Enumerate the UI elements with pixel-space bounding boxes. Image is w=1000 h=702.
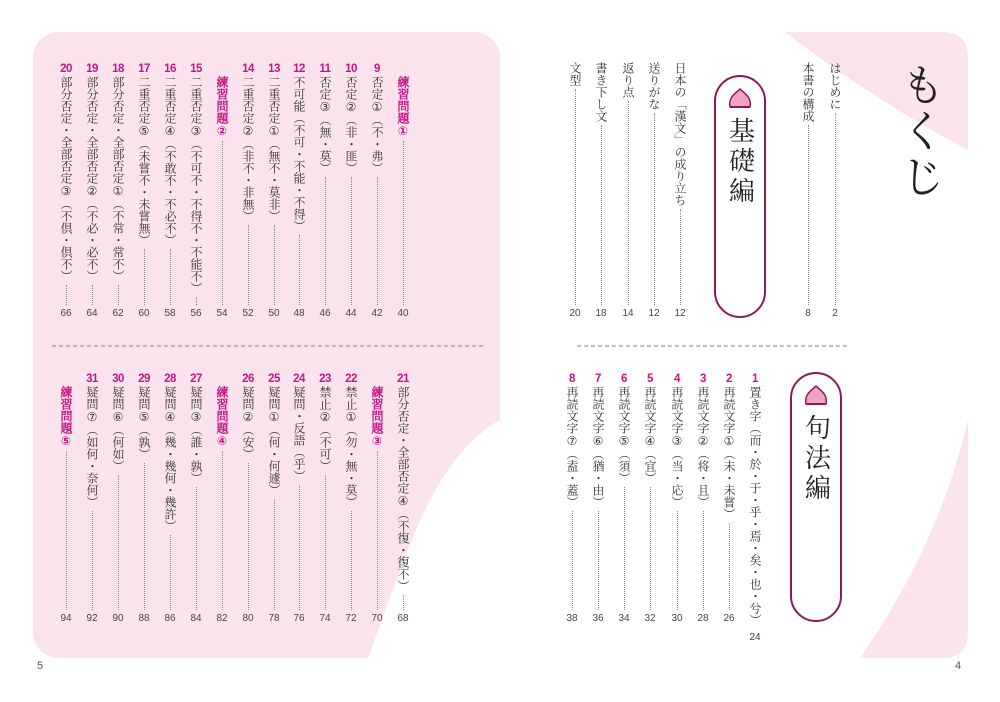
toc-entry[interactable] bbox=[616, 62, 640, 320]
toc-entry-title: 日本の「漢文」の成り立ち bbox=[673, 62, 687, 206]
dotted-leader bbox=[66, 285, 67, 305]
toc-entry-number: 19 bbox=[86, 63, 98, 75]
dotted-leader bbox=[274, 499, 275, 610]
toc-entry-number: 27 bbox=[190, 373, 202, 385]
toc-entry-page: 80 bbox=[242, 613, 254, 624]
dotted-leader bbox=[196, 297, 197, 305]
toc-entry-title: 再読文字⑦（盍・蓋） bbox=[565, 386, 579, 508]
page-title: もくじ bbox=[893, 62, 944, 200]
toc-entry[interactable] bbox=[589, 62, 613, 320]
toc-entry-title: 二重否定⑤（未嘗不・未嘗無） bbox=[137, 76, 151, 246]
toc-entry-page: 74 bbox=[319, 613, 331, 624]
toc-entry-number: 18 bbox=[112, 63, 124, 75]
toc-entry-page: 30 bbox=[671, 613, 683, 624]
toc-entry[interactable] bbox=[80, 62, 104, 320]
dotted-leader bbox=[248, 225, 249, 305]
toc-entry-page: 88 bbox=[138, 613, 150, 624]
toc-entry[interactable] bbox=[796, 62, 820, 320]
toc-entry[interactable] bbox=[132, 372, 156, 625]
dotted-leader bbox=[222, 451, 223, 610]
toc-entry-page: 12 bbox=[648, 308, 660, 319]
toc-entry[interactable] bbox=[391, 372, 415, 625]
toc-entry[interactable] bbox=[106, 62, 130, 320]
toc-entry-title: 返り点 bbox=[621, 62, 635, 98]
toc-entry-number: 24 bbox=[293, 373, 305, 385]
toc-entry-page: 38 bbox=[566, 613, 578, 624]
toc-entry[interactable] bbox=[691, 372, 715, 625]
toc-entry-title: 二重否定②（非不・非無） bbox=[241, 76, 255, 222]
toc-entry[interactable] bbox=[365, 62, 389, 320]
toc-entry[interactable] bbox=[210, 62, 234, 320]
toc-entry-page: 12 bbox=[674, 308, 686, 319]
dotted-leader bbox=[92, 511, 93, 610]
toc-entry-title: 疑問①（何・何遽） bbox=[267, 386, 281, 496]
toc-entry-title: 再読文字①（未・未嘗） bbox=[722, 386, 736, 520]
toc-entry-title: 二重否定③（不可不・不得不・不能不） bbox=[189, 76, 203, 294]
toc-entry-page: 62 bbox=[112, 308, 124, 319]
toc-entry-title: 書き下し文 bbox=[594, 62, 608, 122]
toc-entry-page: 8 bbox=[805, 308, 811, 319]
toc-entry-title: 禁止②（不可） bbox=[318, 386, 332, 472]
toc-entry-title: 否定②（非・匪） bbox=[344, 76, 358, 174]
toc-entry[interactable] bbox=[262, 372, 286, 625]
toc-entry-page: 56 bbox=[190, 308, 202, 319]
toc-entry-number: 10 bbox=[345, 63, 357, 75]
toc-entry[interactable] bbox=[642, 62, 666, 320]
toc-entry-title: 二重否定④（不敢不・不必不） bbox=[163, 76, 177, 246]
toc-entry-number: 31 bbox=[86, 373, 98, 385]
toc-entry-title: 疑問⑦（如何・奈何） bbox=[85, 386, 99, 508]
toc-entry-title: 二重否定①（無不・莫非） bbox=[267, 76, 281, 222]
toc-entry[interactable] bbox=[54, 372, 78, 625]
toc-entry-page: 20 bbox=[569, 308, 581, 319]
toc-entry[interactable] bbox=[54, 62, 78, 320]
right-page-number: 4 bbox=[955, 660, 962, 672]
toc-entry-title: 再読文字②（将・且） bbox=[696, 386, 710, 508]
toc-entry-page: 18 bbox=[595, 308, 607, 319]
toc-entry-title: 疑問②（安） bbox=[241, 386, 255, 460]
dotted-leader bbox=[274, 225, 275, 305]
toc-entry-title: 再読文字⑤（須） bbox=[617, 386, 631, 484]
toc-entry[interactable] bbox=[823, 62, 847, 320]
toc-entry-page: 84 bbox=[190, 613, 202, 624]
toc-entry-exercise-title: 練習問題② bbox=[215, 76, 229, 138]
toc-entry-title: 本書の構成 bbox=[801, 62, 815, 122]
toc-entry-number: 11 bbox=[319, 63, 331, 75]
dotted-leader bbox=[598, 511, 599, 610]
section-badge-kuho bbox=[790, 372, 842, 622]
toc-entry-title: 疑問・反語（乎） bbox=[292, 386, 306, 482]
toc-entry-number: 25 bbox=[268, 373, 280, 385]
toc-entry[interactable] bbox=[287, 372, 311, 625]
section-badge-kiso bbox=[714, 75, 766, 318]
dotted-leader bbox=[170, 535, 171, 610]
dotted-leader bbox=[680, 209, 681, 305]
section-label: 句法編 bbox=[800, 414, 831, 504]
toc-entry-page: 90 bbox=[112, 613, 124, 624]
toc-entry-number: 4 bbox=[674, 373, 680, 385]
toc-entry-page: 24 bbox=[749, 632, 761, 643]
dotted-leader bbox=[624, 487, 625, 610]
dotted-leader bbox=[403, 141, 404, 305]
toc-entry-page: 92 bbox=[86, 613, 98, 624]
toc-entry-page: 40 bbox=[397, 308, 409, 319]
dotted-leader bbox=[351, 177, 352, 305]
toc-entry-page: 64 bbox=[86, 308, 98, 319]
toc-entry[interactable] bbox=[262, 62, 286, 320]
toc-entry[interactable] bbox=[563, 62, 587, 320]
toc-entry-title: 疑問⑤（孰） bbox=[137, 386, 151, 460]
toc-entry-title: 否定③（無・莫） bbox=[318, 76, 332, 174]
toc-entry-page: 70 bbox=[371, 613, 383, 624]
dotted-leader bbox=[66, 451, 67, 610]
dotted-leader bbox=[377, 177, 378, 305]
toc-entry[interactable] bbox=[313, 62, 337, 320]
toc-entry-number: 22 bbox=[345, 373, 357, 385]
toc-entry[interactable] bbox=[339, 372, 363, 625]
toc-entry-exercise-title: 練習問題⑤ bbox=[59, 386, 73, 448]
toc-entry-title: 疑問③（誰・孰） bbox=[189, 386, 203, 484]
toc-entry-number: 29 bbox=[138, 373, 150, 385]
toc-entry[interactable] bbox=[236, 62, 260, 320]
toc-entry-title: 疑問④（幾・幾何・幾許） bbox=[163, 386, 177, 532]
toc-entry-number: 28 bbox=[164, 373, 176, 385]
toc-entry-number: 9 bbox=[374, 63, 380, 75]
toc-entry-page: 36 bbox=[592, 613, 604, 624]
toc-entry-page: 46 bbox=[319, 308, 331, 319]
toc-entry[interactable] bbox=[106, 372, 130, 625]
toc-entry-title: 再読文字④（宜） bbox=[643, 386, 657, 484]
toc-entry-number: 13 bbox=[268, 63, 280, 75]
toc-entry-number: 12 bbox=[293, 63, 305, 75]
toc-entry-number: 14 bbox=[242, 63, 254, 75]
toc-entry-number: 1 bbox=[752, 373, 758, 385]
right-bottom-pink-shape bbox=[860, 420, 968, 658]
dotted-leader bbox=[299, 485, 300, 610]
toc-entry-title: 置き字（而・於・于・乎・焉・矣・也・兮） bbox=[748, 386, 762, 626]
toc-entry-page: 78 bbox=[268, 613, 280, 624]
toc-entry-page: 26 bbox=[723, 613, 735, 624]
toc-entry[interactable] bbox=[638, 372, 662, 625]
toc-entry[interactable] bbox=[80, 372, 104, 625]
toc-entry[interactable] bbox=[158, 372, 182, 625]
left-page-number: 5 bbox=[37, 660, 44, 672]
toc-entry-number: 20 bbox=[60, 63, 72, 75]
toc-entry[interactable] bbox=[132, 62, 156, 320]
dotted-leader bbox=[118, 475, 119, 610]
toc-entry[interactable] bbox=[313, 372, 337, 625]
dotted-leader bbox=[144, 249, 145, 305]
toc-entry-page: 14 bbox=[622, 308, 634, 319]
dotted-leader bbox=[248, 463, 249, 610]
toc-entry[interactable] bbox=[184, 62, 208, 320]
dotted-leader bbox=[222, 141, 223, 305]
dotted-leader bbox=[325, 475, 326, 610]
toc-entry-title: 文型 bbox=[568, 62, 582, 86]
dotted-leader bbox=[92, 285, 93, 305]
toc-entry-page: 50 bbox=[268, 308, 280, 319]
toc-entry[interactable] bbox=[665, 372, 689, 625]
toc-entry-title: 疑問⑥（何如） bbox=[111, 386, 125, 472]
toc-entry-title: 部分否定・全部否定①（不常・常不） bbox=[111, 76, 125, 282]
dotted-leader bbox=[196, 487, 197, 610]
toc-entry[interactable] bbox=[586, 372, 610, 625]
toc-entry[interactable] bbox=[560, 372, 584, 625]
toc-entry-exercise-title: 練習問題③ bbox=[370, 386, 384, 448]
dotted-leader bbox=[729, 523, 730, 610]
toc-entry-number: 7 bbox=[595, 373, 601, 385]
toc-entry-number: 15 bbox=[190, 63, 202, 75]
toc-entry-page: 94 bbox=[60, 613, 72, 624]
dotted-leader bbox=[144, 463, 145, 610]
toc-entry-number: 8 bbox=[569, 373, 575, 385]
toc-entry-number: 23 bbox=[319, 373, 331, 385]
toc-entry-title: 不可能（不可・不能・不得） bbox=[292, 76, 306, 232]
toc-entry[interactable] bbox=[743, 372, 767, 643]
toc-entry-number: 26 bbox=[242, 373, 254, 385]
dotted-leader bbox=[650, 487, 651, 610]
toc-entry-title: 否定①（不・弗） bbox=[370, 76, 384, 174]
toc-entry[interactable] bbox=[236, 372, 260, 625]
toc-entry[interactable] bbox=[158, 62, 182, 320]
toc-entry-title: 部分否定・全部否定④（不復・復不） bbox=[396, 386, 410, 592]
toc-entry-page: 58 bbox=[164, 308, 176, 319]
toc-entry-number: 16 bbox=[164, 63, 176, 75]
toc-entry-title: 再読文字③（当・応） bbox=[670, 386, 684, 508]
toc-entry-number: 2 bbox=[726, 373, 732, 385]
dotted-leader bbox=[601, 125, 602, 305]
toc-entry-title: 部分否定・全部否定③（不倶・倶不） bbox=[59, 76, 73, 282]
toc-entry-page: 44 bbox=[345, 308, 357, 319]
toc-entry-title: はじめに bbox=[828, 62, 842, 110]
toc-entry[interactable] bbox=[391, 62, 415, 320]
toc-entry-number: 21 bbox=[397, 373, 409, 385]
dotted-leader bbox=[118, 285, 119, 305]
toc-entry-title: 再読文字⑥（猶・由） bbox=[591, 386, 605, 508]
toc-entry-page: 42 bbox=[371, 308, 383, 319]
toc-entry[interactable] bbox=[184, 372, 208, 625]
toc-entry-page: 86 bbox=[164, 613, 176, 624]
toc-entry-page: 68 bbox=[397, 613, 409, 624]
toc-entry[interactable] bbox=[287, 62, 311, 320]
dotted-leader bbox=[403, 595, 404, 610]
peach-icon bbox=[802, 384, 830, 406]
dotted-leader bbox=[572, 511, 573, 610]
dotted-leader bbox=[628, 101, 629, 305]
toc-entry-title: 禁止①（勿・無・莫） bbox=[344, 386, 358, 508]
toc-entry-page: 52 bbox=[242, 308, 254, 319]
dotted-leader bbox=[677, 511, 678, 610]
dotted-leader bbox=[299, 235, 300, 305]
toc-entry-page: 2 bbox=[832, 308, 838, 319]
toc-entry-page: 72 bbox=[345, 613, 357, 624]
toc-entry-number: 5 bbox=[647, 373, 653, 385]
toc-entry-page: 28 bbox=[697, 613, 709, 624]
toc-entry-page: 34 bbox=[618, 613, 630, 624]
dotted-leader bbox=[377, 451, 378, 610]
dotted-leader bbox=[808, 125, 809, 305]
dotted-leader bbox=[835, 113, 836, 305]
toc-entry[interactable] bbox=[210, 372, 234, 625]
toc-entry[interactable] bbox=[668, 62, 692, 320]
dotted-leader bbox=[325, 177, 326, 305]
toc-entry-exercise-title: 練習問題① bbox=[396, 76, 410, 138]
toc-entry[interactable] bbox=[612, 372, 636, 625]
toc-entry-title: 部分否定・全部否定②（不必・必不） bbox=[85, 76, 99, 282]
toc-entry-exercise-title: 練習問題④ bbox=[215, 386, 229, 448]
dotted-leader bbox=[703, 511, 704, 610]
toc-entry-number: 6 bbox=[621, 373, 627, 385]
toc-entry-page: 32 bbox=[644, 613, 656, 624]
toc-entry-page: 54 bbox=[216, 308, 228, 319]
toc-entry-number: 30 bbox=[112, 373, 124, 385]
toc-entry-page: 66 bbox=[60, 308, 72, 319]
toc-entry-page: 82 bbox=[216, 613, 228, 624]
toc-entry-number: 3 bbox=[700, 373, 706, 385]
toc-entry-page: 48 bbox=[293, 308, 305, 319]
dotted-leader bbox=[351, 511, 352, 610]
toc-entry-page: 76 bbox=[293, 613, 305, 624]
toc-entry-page: 60 bbox=[138, 308, 150, 319]
peach-icon bbox=[726, 87, 754, 109]
dotted-leader bbox=[654, 113, 655, 305]
toc-entry[interactable] bbox=[339, 62, 363, 320]
toc-entry[interactable] bbox=[717, 372, 741, 625]
dotted-leader bbox=[170, 249, 171, 305]
toc-entry-number: 17 bbox=[138, 63, 150, 75]
section-label: 基礎編 bbox=[724, 117, 755, 207]
toc-entry-title: 送りがな bbox=[647, 62, 661, 110]
dotted-leader bbox=[575, 89, 576, 305]
toc-entry[interactable] bbox=[365, 372, 389, 625]
